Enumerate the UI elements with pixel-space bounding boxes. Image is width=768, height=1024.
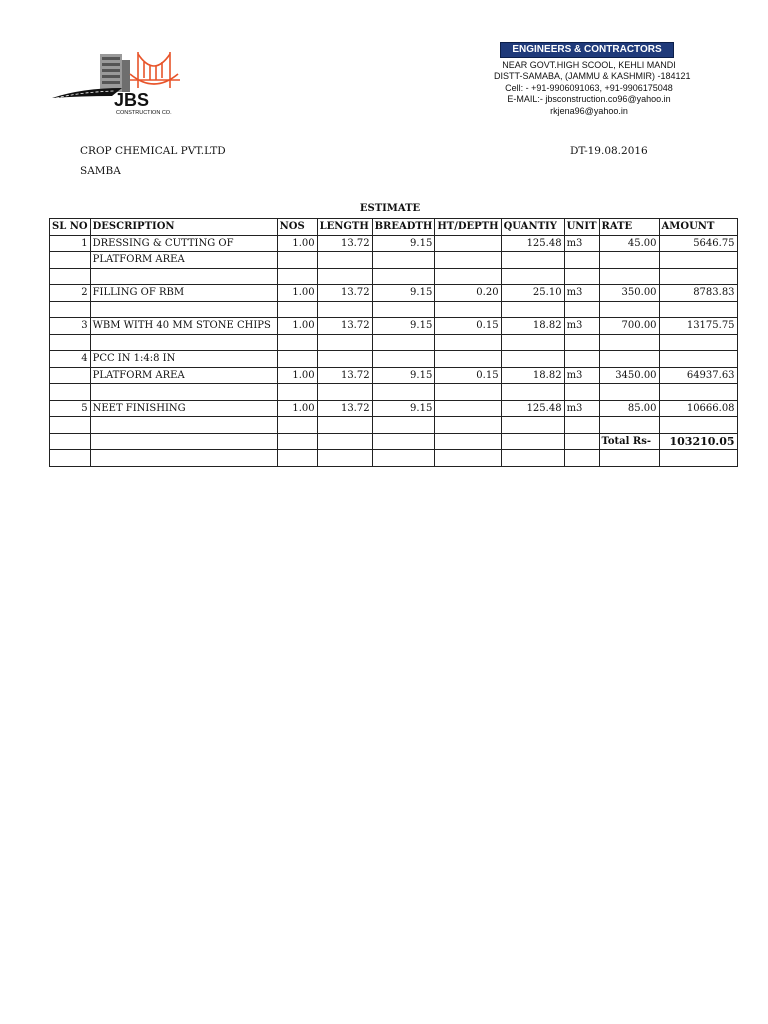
table-cell — [564, 301, 599, 318]
table-cell — [317, 301, 372, 318]
table-cell — [317, 417, 372, 434]
table-cell: 13.72 — [317, 367, 372, 384]
table-cell — [277, 417, 317, 434]
table-cell — [90, 301, 277, 318]
table-cell: 1.00 — [277, 400, 317, 417]
table-cell — [372, 433, 435, 450]
table-cell: 10666.08 — [659, 400, 737, 417]
table-cell — [372, 252, 435, 269]
cell-line: Cell: - +91-9906091063, +91-9906175048 — [505, 82, 673, 93]
table-cell: 8783.83 — [659, 285, 737, 302]
document-date: DT-19.08.2016 — [570, 145, 648, 157]
party-place: SAMBA — [80, 165, 121, 177]
table-cell — [599, 252, 659, 269]
table-cell — [564, 334, 599, 351]
table-cell — [564, 450, 599, 467]
table-cell — [277, 334, 317, 351]
table-cell — [317, 334, 372, 351]
table-cell — [435, 268, 501, 285]
document-title: ESTIMATE — [359, 203, 421, 214]
table-cell: WBM WITH 40 MM STONE CHIPS — [90, 318, 277, 335]
table-cell: 9.15 — [372, 235, 435, 252]
table-cell — [277, 268, 317, 285]
table-cell — [501, 252, 564, 269]
table-cell: 25.10 — [501, 285, 564, 302]
table-cell: 700.00 — [599, 318, 659, 335]
table-cell — [599, 268, 659, 285]
table-cell — [435, 417, 501, 434]
table-cell — [435, 301, 501, 318]
table-cell: 0.15 — [435, 367, 501, 384]
total-label: Total Rs- — [599, 433, 659, 450]
table-cell — [317, 450, 372, 467]
table-cell — [372, 334, 435, 351]
table-cell: 2 — [50, 285, 91, 302]
table-cell — [90, 417, 277, 434]
table-cell — [435, 400, 501, 417]
table-cell: 13.72 — [317, 235, 372, 252]
column-header: HT/DEPTH — [435, 219, 501, 236]
table-cell — [599, 450, 659, 467]
table-cell — [90, 334, 277, 351]
table-cell: 3450.00 — [599, 367, 659, 384]
table-cell: PLATFORM AREA — [90, 367, 277, 384]
table-cell: 1 — [50, 235, 91, 252]
table-cell — [501, 417, 564, 434]
column-header: BREADTH — [372, 219, 435, 236]
logo-subtext: CONSTRUCTION CO. — [116, 110, 172, 116]
table-cell: 13.72 — [317, 318, 372, 335]
table-cell — [599, 351, 659, 368]
total-value: 103210.05 — [659, 433, 737, 450]
table-cell — [435, 334, 501, 351]
table-header-row — [50, 219, 738, 236]
column-header: RATE — [599, 219, 659, 236]
table-cell — [564, 433, 599, 450]
table-cell — [50, 417, 91, 434]
table-cell — [90, 433, 277, 450]
table-cell — [501, 450, 564, 467]
estimate-table — [49, 218, 738, 467]
table-cell — [50, 268, 91, 285]
table-cell — [659, 351, 737, 368]
table-cell: 3 — [50, 318, 91, 335]
table-cell: m3 — [564, 235, 599, 252]
table-cell: 45.00 — [599, 235, 659, 252]
table-cell — [372, 268, 435, 285]
table-cell: 0.15 — [435, 318, 501, 335]
table-cell: 13.72 — [317, 285, 372, 302]
table-cell: PLATFORM AREA — [90, 252, 277, 269]
table-cell — [501, 433, 564, 450]
total-row — [50, 433, 738, 450]
table-row — [50, 384, 738, 401]
table-cell: 9.15 — [372, 285, 435, 302]
table-cell: 1.00 — [277, 318, 317, 335]
email-line-1: E-MAIL:- jbsconstruction.co96@yahoo.in — [507, 94, 671, 104]
table-cell — [50, 301, 91, 318]
table-cell — [90, 450, 277, 467]
table-cell — [317, 433, 372, 450]
table-cell — [435, 433, 501, 450]
table-cell: 1.00 — [277, 235, 317, 252]
table-row — [50, 235, 738, 252]
table-cell — [659, 334, 737, 351]
address-line-2: DISTT-SAMABA, (JAMMU & KASHMIR) -184121 — [494, 71, 691, 81]
table-cell — [659, 268, 737, 285]
column-header: DESCRIPTION — [90, 219, 277, 236]
table-cell — [50, 450, 91, 467]
table-cell — [317, 252, 372, 269]
column-header: UNIT — [564, 219, 599, 236]
table-cell — [372, 301, 435, 318]
table-cell — [564, 384, 599, 401]
table-cell — [501, 384, 564, 401]
table-cell — [277, 384, 317, 401]
table-cell — [435, 252, 501, 269]
table-cell: 13175.75 — [659, 318, 737, 335]
table-cell — [501, 334, 564, 351]
logo-text: JBS — [114, 90, 150, 110]
table-cell: 9.15 — [372, 400, 435, 417]
table-cell: 1.00 — [277, 285, 317, 302]
table-cell: PCC IN 1:4:8 IN — [90, 351, 277, 368]
table-cell: 9.15 — [372, 318, 435, 335]
table-cell — [277, 351, 317, 368]
table-row — [50, 400, 738, 417]
table-cell: m3 — [564, 400, 599, 417]
table-cell — [564, 252, 599, 269]
table-cell — [277, 252, 317, 269]
table-cell — [277, 450, 317, 467]
table-cell — [564, 351, 599, 368]
table-cell — [50, 334, 91, 351]
table-cell: 5646.75 — [659, 235, 737, 252]
table-cell — [90, 384, 277, 401]
table-cell — [372, 417, 435, 434]
table-row — [50, 351, 738, 368]
table-cell — [659, 384, 737, 401]
logo-bridge-icon — [130, 52, 180, 88]
table-cell — [277, 433, 317, 450]
table-cell — [372, 450, 435, 467]
table-cell — [435, 450, 501, 467]
table-row — [50, 252, 738, 269]
table-row — [50, 285, 738, 302]
table-cell — [317, 384, 372, 401]
table-cell — [435, 351, 501, 368]
address-line-1: NEAR GOVT.HIGH SCOOL, KEHLI MANDI — [502, 59, 676, 70]
table-cell: 5 — [50, 400, 91, 417]
table-cell — [564, 268, 599, 285]
table-cell — [435, 384, 501, 401]
table-cell — [599, 301, 659, 318]
table-cell — [90, 268, 277, 285]
table-cell — [501, 301, 564, 318]
table-row — [50, 301, 738, 318]
table-row — [50, 318, 738, 335]
table-cell: 350.00 — [599, 285, 659, 302]
table-cell — [50, 384, 91, 401]
table-cell: 18.82 — [501, 318, 564, 335]
table-cell: FILLING OF RBM — [90, 285, 277, 302]
table-cell — [435, 235, 501, 252]
table-row — [50, 450, 738, 467]
table-cell: 9.15 — [372, 367, 435, 384]
table-cell: 18.82 — [501, 367, 564, 384]
column-header: SL NO — [50, 219, 91, 236]
table-cell: m3 — [564, 367, 599, 384]
table-cell — [50, 367, 91, 384]
table-cell: 85.00 — [599, 400, 659, 417]
table-cell: 4 — [50, 351, 91, 368]
table-row — [50, 367, 738, 384]
table-cell — [659, 417, 737, 434]
table-cell — [277, 301, 317, 318]
table-cell: NEET FINISHING — [90, 400, 277, 417]
table-cell — [50, 252, 91, 269]
table-cell: 1.00 — [277, 367, 317, 384]
table-cell — [659, 450, 737, 467]
table-cell — [50, 433, 91, 450]
table-cell: 13.72 — [317, 400, 372, 417]
table-cell — [501, 351, 564, 368]
table-cell — [501, 268, 564, 285]
column-header: AMOUNT — [659, 219, 737, 236]
company-logo — [52, 48, 192, 116]
table-cell — [599, 384, 659, 401]
column-header: NOS — [277, 219, 317, 236]
table-cell: DRESSING & CUTTING OF — [90, 235, 277, 252]
table-cell: 64937.63 — [659, 367, 737, 384]
contact-block — [494, 42, 691, 117]
table-cell — [599, 417, 659, 434]
table-row — [50, 334, 738, 351]
table-cell: m3 — [564, 318, 599, 335]
table-cell: 125.48 — [501, 235, 564, 252]
party-name: CROP CHEMICAL PVT.LTD — [80, 145, 226, 157]
table-cell — [599, 334, 659, 351]
table-cell — [317, 351, 372, 368]
table-cell: 125.48 — [501, 400, 564, 417]
column-header: QUANTIY — [501, 219, 564, 236]
table-cell: 0.20 — [435, 285, 501, 302]
table-cell — [372, 351, 435, 368]
banner: ENGINEERS & CONTRACTORS — [500, 42, 674, 58]
table-cell: m3 — [564, 285, 599, 302]
table-cell — [659, 252, 737, 269]
table-cell — [659, 301, 737, 318]
table-cell — [564, 417, 599, 434]
table-cell — [317, 268, 372, 285]
email-line-2: rkjena96@yahoo.in — [550, 105, 628, 116]
column-header: LENGTH — [317, 219, 372, 236]
table-row — [50, 417, 738, 434]
table-row — [50, 268, 738, 285]
table-cell — [372, 384, 435, 401]
